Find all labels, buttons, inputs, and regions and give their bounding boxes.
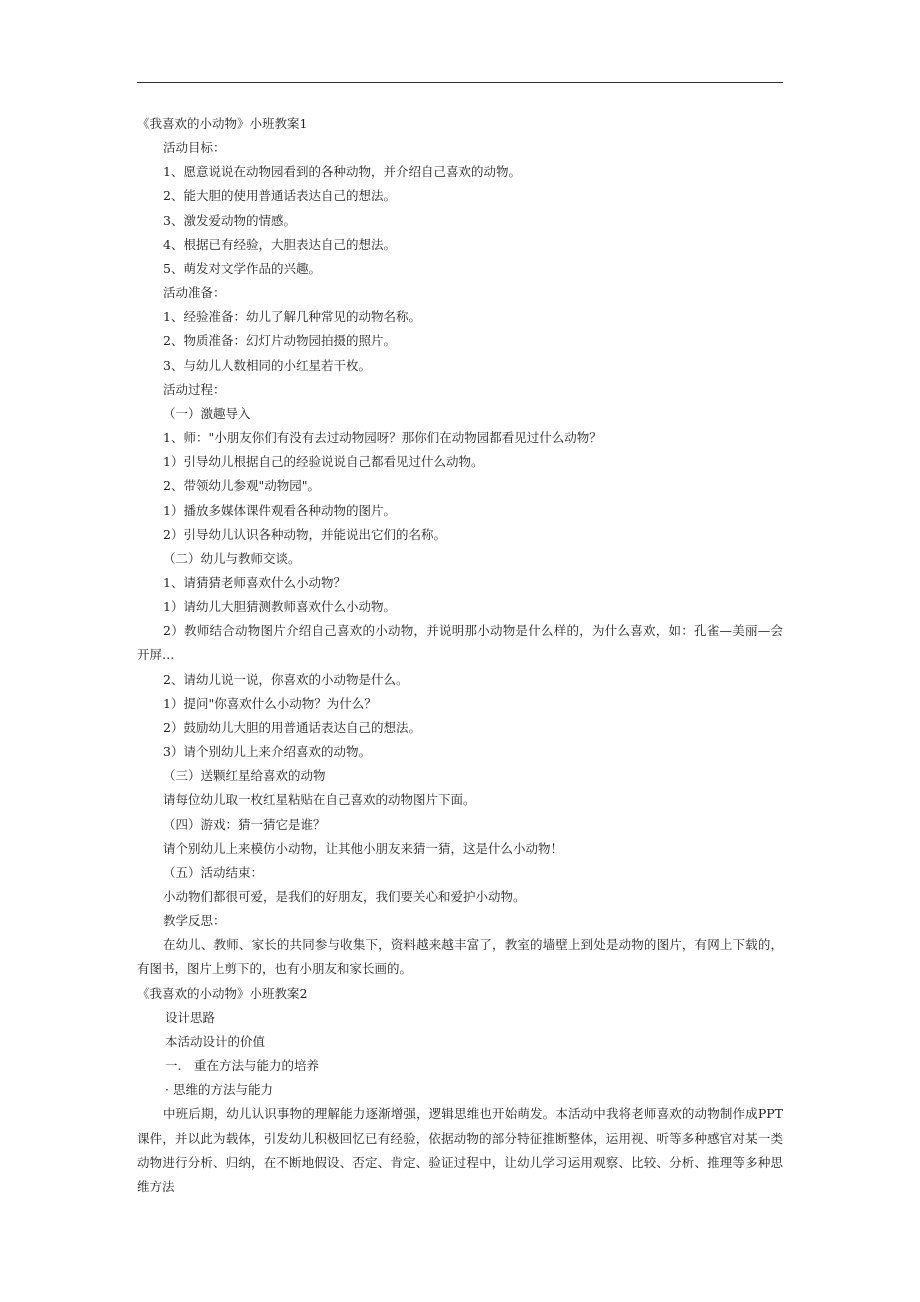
subsection-heading: 一. 重在方法与能力的培养 <box>165 1058 319 1074</box>
list-item: 2、能大胆的使用普通话表达自己的想法。 <box>163 188 396 204</box>
list-item: 1、愿意说说在动物园看到的各种动物，并介绍自己喜欢的动物。 <box>163 164 521 180</box>
list-item: 2、物质准备：幻灯片动物园拍摄的照片。 <box>163 333 396 349</box>
subsection-heading: · 思维的方法与能力 <box>165 1082 273 1098</box>
subsection-heading: （一）激趣导入 <box>163 405 251 421</box>
list-item: 2）引导幼儿认识各种动物，并能说出它们的名称。 <box>163 526 446 542</box>
section-heading: 活动过程： <box>163 381 226 397</box>
subsection-heading: （五）活动结束： <box>163 864 264 880</box>
list-item: 2）鼓励幼儿大胆的用普通话表达自己的想法。 <box>163 719 421 735</box>
section-heading: 活动目标： <box>163 140 226 156</box>
list-item: 1）引导幼儿根据自己的经验说说自己都看见过什么动物。 <box>163 454 484 470</box>
section-heading: 教学反思： <box>163 913 226 929</box>
list-item: 4、根据已有经验，大胆表达自己的想法。 <box>163 236 396 252</box>
list-item: 2、请幼儿说一说，你喜欢的小动物是什么。 <box>163 671 409 687</box>
list-item: 1）请幼儿大胆猜测教师喜欢什么小动物。 <box>163 599 396 615</box>
lesson-title-1: 《我喜欢的小动物》小班教案1 <box>137 116 308 131</box>
list-item: 3、激发爱动物的情感。 <box>163 212 296 228</box>
list-item: 3）请个别幼儿上来介绍喜欢的动物。 <box>163 744 371 760</box>
section-heading: 本活动设计的价值 <box>165 1033 266 1049</box>
paragraph: 中班后期，幼儿认识事物的理解能力逐渐增强，逻辑思维也开始萌发。本活动中我将老师喜欢的动物制作成PPT课件，并以此为载体，引发幼儿积极回忆已有经验，依据动物的部分特征推断整体，运用视、听等多种感官对某一类动物进行分析、归纳，在不断地假设、否定、肯定、验证过程中，让幼儿学习运用观察、比较、分析、推理等多种思维方法 <box>137 1106 783 1194</box>
list-item: 1）播放多媒体课件观看各种动物的图片。 <box>163 502 396 518</box>
document-body <box>137 112 783 1199</box>
list-item: 1）提问"你喜欢什么小动物？为什么？ <box>163 695 377 711</box>
subsection-heading: （二）幼儿与教师交谈。 <box>163 550 301 566</box>
paragraph: 在幼儿、教师、家长的共同参与收集下，资料越来越丰富了，教室的墙壁上到处是动物的图片，有网上下载的，有图书，图片上剪下的，也有小朋友和家长画的。 <box>137 937 783 977</box>
list-item: 1、师："小朋友你们有没有去过动物园呀？那你们在动物园都看见过什么动物？ <box>163 430 602 446</box>
list-item: 5、萌发对文学作品的兴趣。 <box>163 260 321 276</box>
paragraph: 请每位幼儿取一枚红星粘贴在自己喜欢的动物图片下面。 <box>163 792 476 808</box>
subsection-heading: （三）送颗红星给喜欢的动物 <box>163 768 326 784</box>
list-item: 3、与幼儿人数相同的小红星若干枚。 <box>163 357 371 373</box>
lesson-title-2: 《我喜欢的小动物》小班教案2 <box>137 985 308 1001</box>
subsection-heading: （四）游戏：猜一猜它是谁？ <box>163 816 326 832</box>
paragraph: 小动物们都很可爱，是我们的好朋友，我们要关心和爱护小动物。 <box>163 889 526 904</box>
paragraph: 2）教师结合动物图片介绍自己喜欢的小动物，并说明那小动物是什么样的，为什么喜欢，如：孔雀—美丽—会开屏… <box>137 623 783 663</box>
header-rule <box>137 82 783 83</box>
section-heading: 活动准备： <box>163 285 226 301</box>
list-item: 1、请猜猜老师喜欢什么小动物？ <box>163 574 346 590</box>
list-item: 2、带领幼儿参观"动物园"。 <box>163 478 320 494</box>
list-item: 1、经验准备：幼儿了解几种常见的动物名称。 <box>163 309 421 325</box>
paragraph: 请个别幼儿上来模仿小动物，让其他小朋友来猜一猜，这是什么小动物！ <box>163 840 564 856</box>
section-heading: 设计思路 <box>165 1009 216 1025</box>
